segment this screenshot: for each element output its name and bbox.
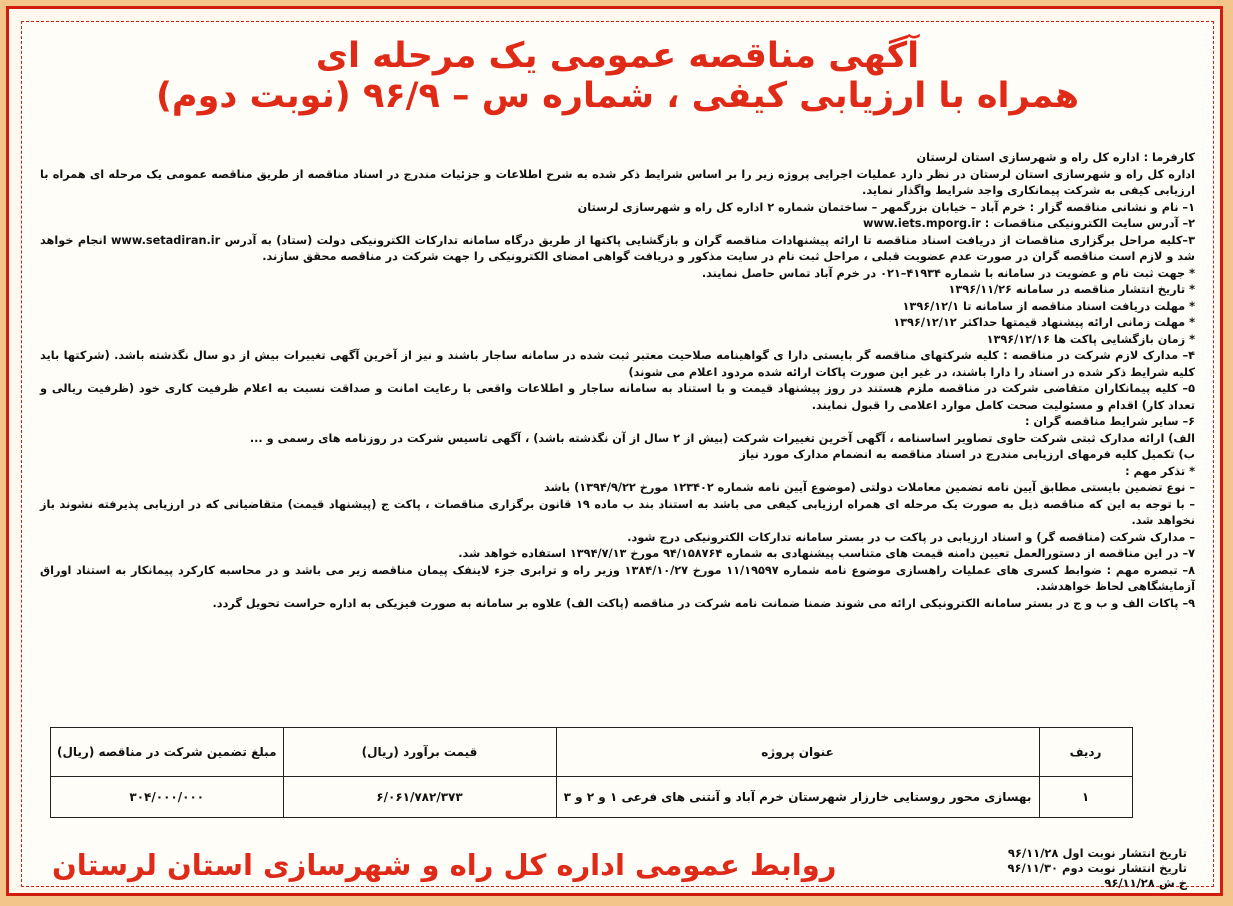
notice-heading: * تذکر مهم : xyxy=(1125,464,1195,478)
item-2: ۲– آدرس سایت الکترونیکی مناقصات : www.iets.mporg.ir xyxy=(863,217,1195,230)
cell-estimate: ۶/۰۶۱/۷۸۲/۳۷۳ xyxy=(283,777,556,818)
employer-line: کارفرما : اداره کل راه و شهرسازی استان لرستان xyxy=(916,151,1195,164)
title-block xyxy=(22,36,1213,117)
item-6a: الف) ارائه مدارک ثبتی شرکت حاوی تصاویر اساسنامه ، آگهی آخرین تغییرات شرکت (بیش از ۲ سال از آن نگذشته باشد) ، آگهی تاسیس شرکت در روزنامه های رسمی و ... xyxy=(249,431,1195,445)
bullet-open: * زمان بازگشایی پاکت ها ۱۳۹۶/۱۲/۱۶ xyxy=(986,332,1195,346)
publication-date-2: تاریخ انتشار نوبت دوم ۹۶/۱۱/۳۰ xyxy=(1007,861,1187,875)
note-1: – نوع تضمین بایستی مطابق آیین نامه تضمین معاملات دولتی (موضوع آیین نامه شماره ۱۲۳۴۰۲ مورخ ۱۳۹۴/۹/۲۲) باشد xyxy=(544,481,1195,494)
bullet-offer: * مهلت زمانی ارائه پیشنهاد قیمتها حداکثر ۱۳۹۶/۱۲/۱۲ xyxy=(893,316,1195,329)
notice-frame xyxy=(6,6,1223,896)
col-header-row-number: ردیف xyxy=(1039,728,1132,777)
item-9: ۹– پاکات الف و ب و ج در بستر سامانه الکترونیکی ارائه می شوند ضمنا ضمانت نامه شرکت در مناقصه (پاکت الف) علاوه بر سامانه به صورت فیزیکی به اداره حراست تحویل گردد. xyxy=(212,596,1195,610)
cell-guarantee: ۳۰۴/۰۰۰/۰۰۰ xyxy=(51,777,284,818)
bullet-register: * جهت ثبت نام و عضویت در سامانه با شماره ۴۱۹۳۴–۰۲۱ در خرم آباد تماس حاصل نمایند. xyxy=(701,266,1195,280)
note-3: – مدارک شرکت (مناقصه گر) و اسناد ارزیابی در پاکت ب در بستر سامانه تدارکات الکترونیکی درج شود. xyxy=(627,530,1195,544)
item-5: ۵– کلیه پیمانکاران متقاضی شرکت در مناقصه ملزم هستند در روز پیشنهاد قیمت و با استناد به سامانه ساجار و اطلاعات واقعی با رعایت امانت و صداقت نسبت به اعلام ظرفیت کاری خود (ظرفیت ریالی و تعداد کار) اقدام و مسئولیت صحت کامل موارد اعلامی را قبول نمایند. xyxy=(40,382,1195,412)
col-header-guarantee: مبلغ تضمین شرکت در مناقصه (ریال) xyxy=(51,728,284,777)
intro-paragraph: اداره کل راه و شهرسازی استان لرستان در نظر دارد عملیات اجرایی پروژه زیر را بر اساس شرایط ذکر شده به شرح اطلاعات و جزئیات مندرج در اسناد مناقصه از طریق مناقصه عمومی یک مرحله ای همراه با ارزیابی کیفی به شرکت پیمانکاری واجد شرایط واگذار نماید. xyxy=(40,167,1195,197)
item-7: ۷– در این مناقصه از دستورالعمل تعیین دامنه قیمت های متناسب پیشنهادی به شماره ۹۴/۱۵۸۷۶۴ مورخ ۱۳۹۴/۷/۱۳ استفاده خواهد شد. xyxy=(458,547,1195,560)
col-header-project-title: عنوان پروژه xyxy=(556,728,1039,777)
cell-row-number: ۱ xyxy=(1039,777,1132,818)
item-6b: ب) تکمیل کلیه فرمهای ارزیابی مندرج در اسناد مناقصه به انضمام مدارک مورد نیاز xyxy=(739,448,1195,461)
item-8: ۸– تبصره مهم : ضوابط کسری های عملیات راهسازی موضوع نامه شماره ۱۱/۱۹۵۹۷ مورخ ۱۳۸۴/۱۰/۲۷ وزیر راه و ترابری جزء لاینفک پیمان مناقصه زیر می باشد و در محاسبه کارکرد پیمانکار به استناد اوراق آزمایشگاهی لحاظ خواهدشد. xyxy=(40,563,1195,593)
notice-subtitle: همراه با ارزیابی کیفی ، شماره س – ۹۶/۹ (نوبت دوم) xyxy=(155,76,1080,117)
bullet-publish: * تاریخ انتشار مناقصه در سامانه ۱۳۹۶/۱۱/۲۶ xyxy=(948,283,1195,296)
col-header-estimate: قیمت برآورد (ریال) xyxy=(283,728,556,777)
notice-text xyxy=(40,150,1195,612)
organization-signature: روابط عمومی اداره کل راه و شهرسازی استان لرستان xyxy=(52,848,837,882)
note-2: – با توجه به این که مناقصه ذیل به صورت یک مرحله ای همراه ارزیابی کیفی می باشد به استناد بند ب ماده ۱۹ قانون برگزاری مناقصات ، پاکت ج (پیشنهاد قیمت) متقاضیانی که در ارزیابی پذیرفته نشوند باز نخواهد شد. xyxy=(40,497,1195,527)
notice-code: خ ش ۹۶/۱۱/۲۸ xyxy=(1104,876,1187,890)
table-row xyxy=(51,777,1133,818)
table-header-row xyxy=(51,728,1133,777)
publication-date-1: تاریخ انتشار نوبت اول ۹۶/۱۱/۲۸ xyxy=(1007,846,1187,860)
publication-dates xyxy=(1008,846,1188,891)
item-3: ۳–کلیه مراحل برگزاری مناقصات از دریافت اسناد مناقصه تا ارائه پیشنهادات مناقصه گران و بازگشایی پاکتها از طریق درگاه سامانه تدارکات الکترونیکی دولت (ستاد) به آدرس www.setadiran.ir انجام خواهد شد و لازم است مناقصه گران در صورت عدم عضویت قبلی ، مراحل ثبت نام در سایت مذکور و دریافت گواهی امضای الکترونیکی را جهت شرکت در مناقصه محقق سازند. xyxy=(40,233,1195,263)
project-table xyxy=(50,727,1133,818)
bullet-docs: * مهلت دریافت اسناد مناقصه از سامانه تا ۱۳۹۶/۱۲/۱ xyxy=(902,299,1195,313)
notice-title: آگهی مناقصه عمومی یک مرحله ای xyxy=(315,36,920,76)
cell-project-title: بهسازی محور روستایی خارزار شهرستان خرم آباد و آنتنی های فرعی ۱ و ۲ و ۳ xyxy=(556,777,1039,818)
item-4: ۴– مدارک لازم شرکت در مناقصه : کلیه شرکتهای مناقصه گر بایستی دارا ی گواهینامه صلاحیت معتبر ثبت شده در سامانه ساجار باشند و نیز از آخرین آگهی تغییرات بیش از دو سال نگذشته باشد. (شرکتها باید کلیه شرایط ذکر شده در اسناد را دارا باشند، در غیر این صورت پاکات ارائه شده مردود اعلام می شوند) xyxy=(40,349,1195,379)
notice-body xyxy=(21,21,1214,890)
item-1: ۱– نام و نشانی مناقصه گزار : خرم آباد – خیابان بزرگمهر – ساختمان شماره ۲ اداره کل راه و شهرسازی لرستان xyxy=(577,200,1195,214)
item-6: ۶– سایر شرایط مناقصه گران : xyxy=(1024,415,1195,428)
